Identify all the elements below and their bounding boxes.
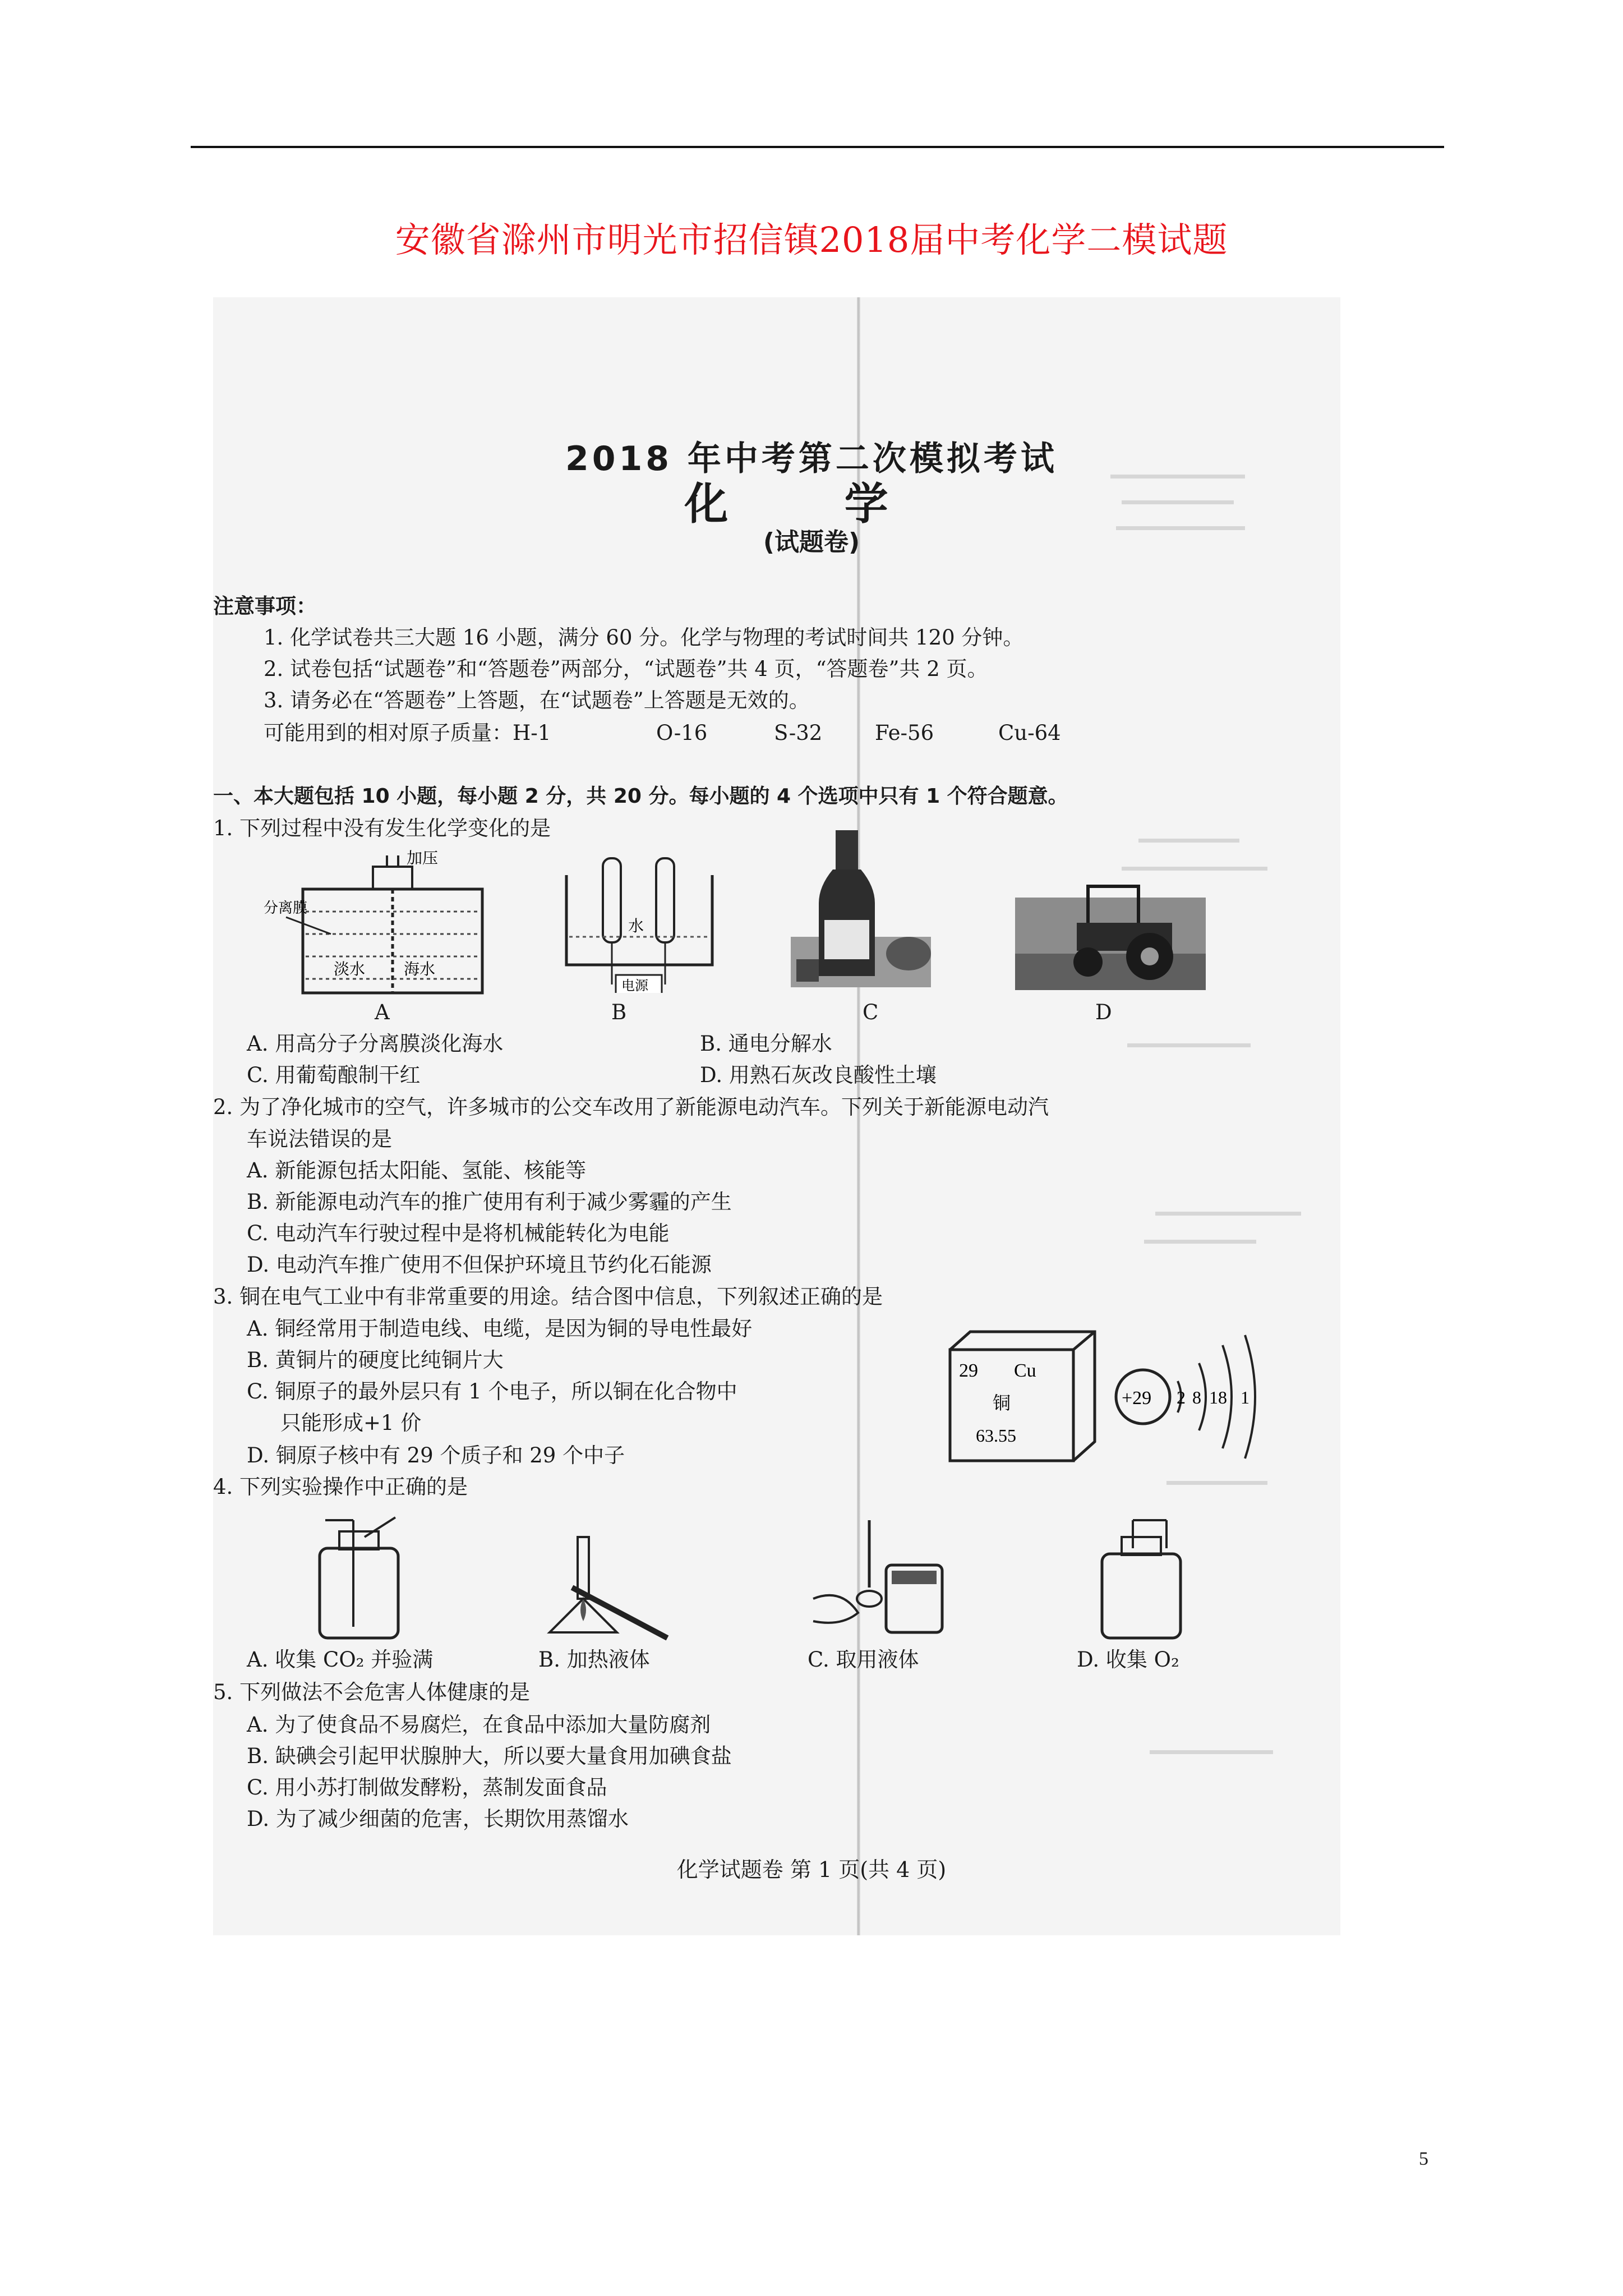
scan-page-footer: 化学试题卷 第 1 页(共 4 页) xyxy=(676,1857,947,1882)
collect-o2-figure xyxy=(1088,1515,1200,1644)
water-label: 水 xyxy=(628,917,644,935)
atomic-mass-o: O-16 xyxy=(656,721,708,745)
sea-water-label: 海水 xyxy=(404,960,436,978)
tractor-figure xyxy=(1009,875,1211,993)
figure-label-a: A xyxy=(375,1000,390,1024)
note-item: 2. 试卷包括“试题卷”和“答题卷”两部分，“试题卷”共 4 页，“答题卷”共 2 页。 xyxy=(264,657,988,681)
power-source-label: 电源 xyxy=(621,978,648,993)
heat-liquid-figure xyxy=(538,1515,684,1644)
option: D. 铜原子核中有 29 个质子和 29 个中子 xyxy=(247,1443,625,1467)
figure-label-c: C xyxy=(863,1000,879,1024)
option: C. 用小苏打制做发酵粉，蒸制发面食品 xyxy=(247,1775,607,1800)
option: B. 缺碘会引起甲状腺肿大，所以要大量食用加碘食盐 xyxy=(247,1744,732,1768)
element-symbol: Cu xyxy=(1014,1360,1036,1381)
option: C. 取用液体 xyxy=(808,1648,919,1672)
option: B. 通电分解水 xyxy=(700,1032,832,1056)
header-rule xyxy=(191,146,1444,148)
atomic-mass-fe: Fe-56 xyxy=(875,721,934,745)
option: A. 铜经常用于制造电线、电缆，是因为铜的导电性最好 xyxy=(247,1317,753,1341)
fresh-water-label: 淡水 xyxy=(334,960,366,978)
option: B. 加热液体 xyxy=(538,1648,650,1672)
question-stem: 4. 下列实验操作中正确的是 xyxy=(213,1475,468,1499)
shell-3-electrons: 18 xyxy=(1209,1387,1227,1407)
atomic-mass-cu: Cu-64 xyxy=(998,721,1061,745)
collect-co2-figure xyxy=(303,1515,415,1644)
option: A. 为了使食品不易腐烂，在食品中添加大量防腐剂 xyxy=(247,1713,711,1737)
note-item: 1. 化学试卷共三大题 16 小题，满分 60 分。化学与物理的考试时间共 120 分钟。 xyxy=(264,625,1024,650)
membrane-desalination-figure xyxy=(264,850,505,1004)
shell-2-electrons: 8 xyxy=(1192,1387,1201,1407)
document-title: 安徽省滁州市明光市招信镇2018届中考化学二模试题 xyxy=(395,219,1228,260)
pressure-label: 加压 xyxy=(407,850,439,867)
page-number: 5 xyxy=(1419,2148,1428,2169)
option: C. 电动汽车行驶过程中是将机械能转化为电能 xyxy=(247,1221,670,1245)
option: D. 为了减少细菌的危害，长期饮用蒸馏水 xyxy=(247,1807,629,1831)
option: B. 黄铜片的硬度比纯铜片大 xyxy=(247,1348,504,1372)
notes-heading: 注意事项： xyxy=(213,594,317,618)
option: A. 收集 CO₂ 并验满 xyxy=(247,1648,434,1672)
exam-subject: 化 学 xyxy=(684,479,939,530)
figure-label-d: D xyxy=(1095,1000,1112,1024)
option: C. 铜原子的最外层只有 1 个电子，所以铜在化合物中 xyxy=(247,1379,737,1404)
option-cont: 只能形成+1 价 xyxy=(280,1411,422,1435)
atomic-mass-s: S-32 xyxy=(774,721,823,745)
figure-label-b: B xyxy=(611,1000,627,1024)
nucleus-charge: +29 xyxy=(1122,1388,1152,1409)
section-heading: 一、本大题包括 10 小题，每小题 2 分，共 20 分。每小题的 4 个选项中只有 1 个符合题意。 xyxy=(213,785,1068,808)
atomic-mass-label: 可能用到的相对原子质量：H-1 xyxy=(264,721,551,745)
shell-4-electrons: 1 xyxy=(1241,1387,1249,1407)
exam-paper-label: (试题卷) xyxy=(763,528,860,556)
option: A. 新能源包括太阳能、氢能、核能等 xyxy=(247,1158,587,1182)
atomic-mass: 63.55 xyxy=(976,1425,1016,1446)
membrane-label: 分离膜 xyxy=(264,900,308,917)
question-stem: 1. 下列过程中没有发生化学变化的是 xyxy=(213,816,551,840)
question-stem: 3. 铜在电气工业中有非常重要的用途。结合图中信息，下列叙述正确的是 xyxy=(213,1285,883,1309)
copper-atom-structure-diagram xyxy=(1110,1329,1267,1464)
question-stem: 2. 为了净化城市的空气，许多城市的公交车改用了新能源电动汽车。下列关于新能源电动汽 xyxy=(213,1095,1049,1119)
copper-element-card xyxy=(948,1329,1099,1464)
option: B. 新能源电动汽车的推广使用有利于减少雾霾的产生 xyxy=(247,1190,732,1214)
option: D. 收集 O₂ xyxy=(1077,1648,1179,1672)
electrolysis-figure xyxy=(561,853,718,993)
option: A. 用高分子分离膜淡化海水 xyxy=(247,1032,504,1056)
option: D. 电动汽车推广使用不但保护环境且节约化石能源 xyxy=(247,1253,712,1277)
atomic-number: 29 xyxy=(959,1360,978,1381)
shell-1-electrons: 2 xyxy=(1177,1387,1186,1407)
exam-title: 2018 年中考第二次模拟考试 xyxy=(565,439,1058,478)
question-stem-cont: 车说法错误的是 xyxy=(247,1127,392,1151)
option: D. 用熟石灰改良酸性土壤 xyxy=(700,1063,937,1087)
element-name: 铜 xyxy=(993,1392,1011,1414)
note-item: 3. 请务必在“答题卷”上答题，在“试题卷”上答题是无效的。 xyxy=(264,688,810,712)
option: C. 用葡萄酿制干红 xyxy=(247,1063,421,1087)
take-liquid-figure xyxy=(808,1515,953,1644)
wine-bottle-figure xyxy=(780,825,942,993)
question-stem: 5. 下列做法不会危害人体健康的是 xyxy=(213,1680,531,1704)
